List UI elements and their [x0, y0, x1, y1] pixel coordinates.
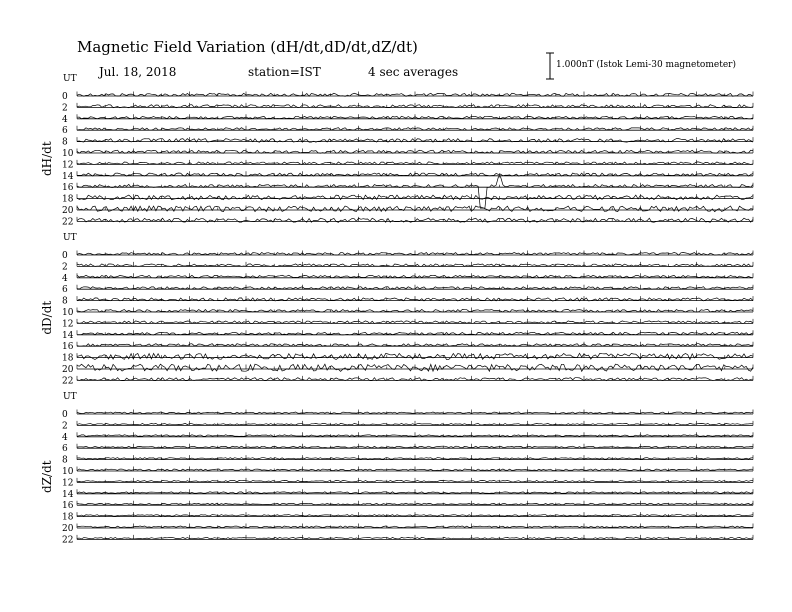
panel-dz-dt [40, 392, 753, 545]
scale-bar [546, 53, 554, 79]
hour-label: 12 [62, 319, 74, 330]
hour-label: 22 [62, 376, 74, 387]
hour-label: 18 [62, 194, 74, 205]
station-label: station=IST [248, 65, 321, 79]
hour-label: 2 [62, 421, 68, 432]
hour-label: 0 [62, 92, 68, 102]
series-trace [77, 177, 753, 208]
hour-label: 20 [62, 206, 74, 216]
ut-label: UT [63, 233, 77, 243]
hour-label: 22 [62, 217, 74, 228]
hour-label: 16 [62, 183, 74, 194]
hour-label: 20 [62, 365, 74, 375]
hour-label: 10 [62, 149, 74, 159]
hour-label: 4 [62, 114, 68, 125]
hour-label: 14 [62, 330, 74, 341]
ut-label: UT [63, 392, 77, 402]
panel-dh-dt [40, 74, 753, 227]
hour-label: 20 [62, 524, 74, 534]
hour-label: 22 [62, 535, 74, 546]
hour-label: 2 [62, 103, 68, 114]
hour-label: 16 [62, 501, 74, 512]
hour-label: 4 [62, 432, 68, 443]
hour-label: 14 [62, 171, 74, 182]
chart-title: Magnetic Field Variation (dH/dt,dD/dt,dZ/dt) [77, 38, 418, 56]
panel-axis-label: dZ/dt [40, 460, 54, 493]
panel-axis-label: dH/dt [40, 141, 54, 177]
hour-label: 4 [62, 273, 68, 284]
hour-label: 6 [62, 285, 68, 296]
panel-axis-label: dD/dt [40, 300, 54, 335]
averaging-label: 4 sec averages [368, 65, 459, 79]
hour-label: 0 [62, 410, 68, 420]
hour-label: 14 [62, 489, 74, 500]
hour-label: 18 [62, 353, 74, 364]
hour-label: 18 [62, 512, 74, 523]
panels-group [40, 74, 753, 545]
hour-label: 8 [62, 455, 68, 466]
hour-label: 12 [62, 160, 74, 171]
hour-label: 16 [62, 342, 74, 353]
hour-label: 6 [62, 444, 68, 455]
hour-label: 10 [62, 308, 74, 318]
hour-label: 8 [62, 296, 68, 307]
date-label: Jul. 18, 2018 [99, 65, 177, 79]
hour-label: 8 [62, 137, 68, 148]
ut-label: UT [63, 74, 77, 84]
hour-label: 10 [62, 467, 74, 477]
panel-dd-dt [40, 233, 753, 386]
scale-bar-label: 1.000nT (Istok Lemi-30 magnetometer) [556, 60, 736, 70]
hour-label: 2 [62, 262, 68, 273]
hour-label: 6 [62, 126, 68, 137]
hour-label: 0 [62, 251, 68, 261]
hour-label: 12 [62, 478, 74, 489]
